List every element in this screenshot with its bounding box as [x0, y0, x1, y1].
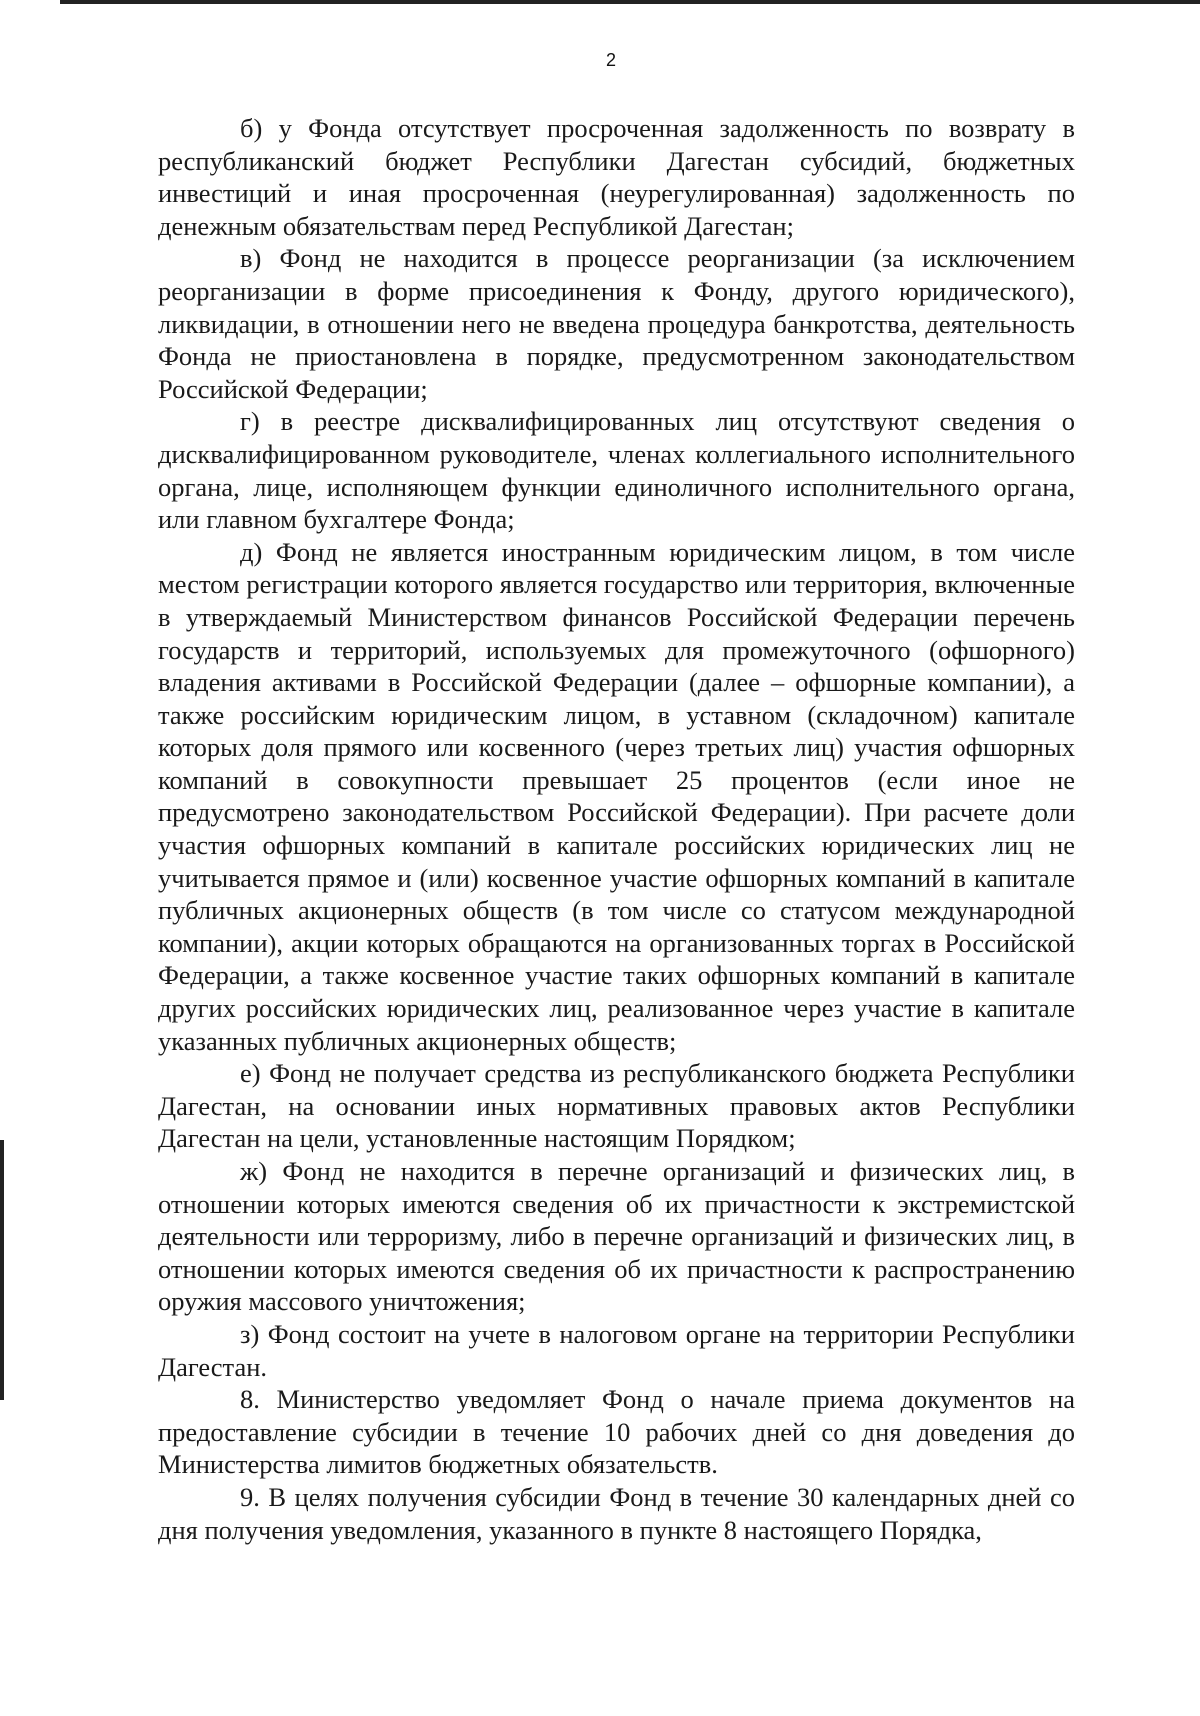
document-body — [158, 112, 1075, 1546]
paragraph-e: е) Фонд не получает средства из республиканского бюджета Республики Дагестан, на основании иных нормативных правовых актов Республики Дагестан на цели, установленные настоящим Порядком; — [158, 1058, 1075, 1154]
scan-top-edge — [60, 0, 1200, 4]
paragraph-z: з) Фонд состоит на учете в налоговом органе на территории Республики Дагестан. — [158, 1318, 1075, 1382]
paragraph-zh: ж) Фонд не находится в перечне организаций и физических лиц, в отношении которых имеются сведения об их причастности к экстремистской деятельности или терроризму, либо в перечне организаций и физических лиц, в отношении которых имеются сведения об их причастности к распространению оружия массового уничтожения; — [158, 1156, 1075, 1317]
paragraph-d: д) Фонд не является иностранным юридическим лицом, в том числе местом регистрации которого является государство или территория, включенные в утверждаемый Министерством финансов Российской Федерации перечень государств и территорий, используемых для промежуточного (офшорного) владения активами в Российской Федерации (далее – офшорные компании), а также российским юридическим лицом, в уставном (складочном) капитале которых доля прямого или косвенного (через третьих лиц) участия офшорных компаний в совокупности превышает 25 процентов (если иное не предусмотрено законодательством Российской Федерации). При расчете доли участия офшорных компаний в капитале российских юридических лиц не учитывается прямое и (или) косвенное участие офшорных компаний в капитале публичных акционерных обществ (в том числе со статусом международной компании), акции которых обращаются на организованных торгах в Российской Федерации, а также косвенное участие таких офшорных компаний в капитале других российских юридических лиц, реализованное через участие в капитале указанных публичных акционерных обществ; — [158, 536, 1075, 1056]
paragraph-b: б) у Фонда отсутствует просроченная задолженность по возврату в республиканский бюджет Республики Дагестан субсидий, бюджетных инвестиций и иная просроченная (неурегулированная) задолженность по денежным обязательствам перед Республикой Дагестан; — [158, 113, 1075, 241]
page-number: 2 — [605, 50, 616, 70]
paragraph-g: г) в реестре дисквалифицированных лиц отсутствуют сведения о дисквалифицированном руководителе, членах коллегиального исполнительного органа, лице, исполняющем функции единоличного исполнительного органа, или главном бухгалтере Фонда; — [158, 406, 1075, 535]
scan-left-edge — [0, 1140, 4, 1400]
paragraph-9: 9. В целях получения субсидии Фонд в течение 30 календарных дней со дня получения уведомления, указанного в пункте 8 настоящего Порядка, — [158, 1481, 1075, 1545]
paragraph-8: 8. Министерство уведомляет Фонд о начале приема документов на предоставление субсидии в течение 10 рабочих дней со дня доведения до Министерства лимитов бюджетных обязательств. — [158, 1384, 1075, 1480]
paragraph-v: в) Фонд не находится в процессе реорганизации (за исключением реорганизации в форме присоединения к Фонду, другого юридического), ликвидации, в отношении него не введена процедура банкротства, деятельность Фонда не приостановлена в порядке, предусмотренном законодательством Российской Федерации; — [158, 243, 1075, 404]
